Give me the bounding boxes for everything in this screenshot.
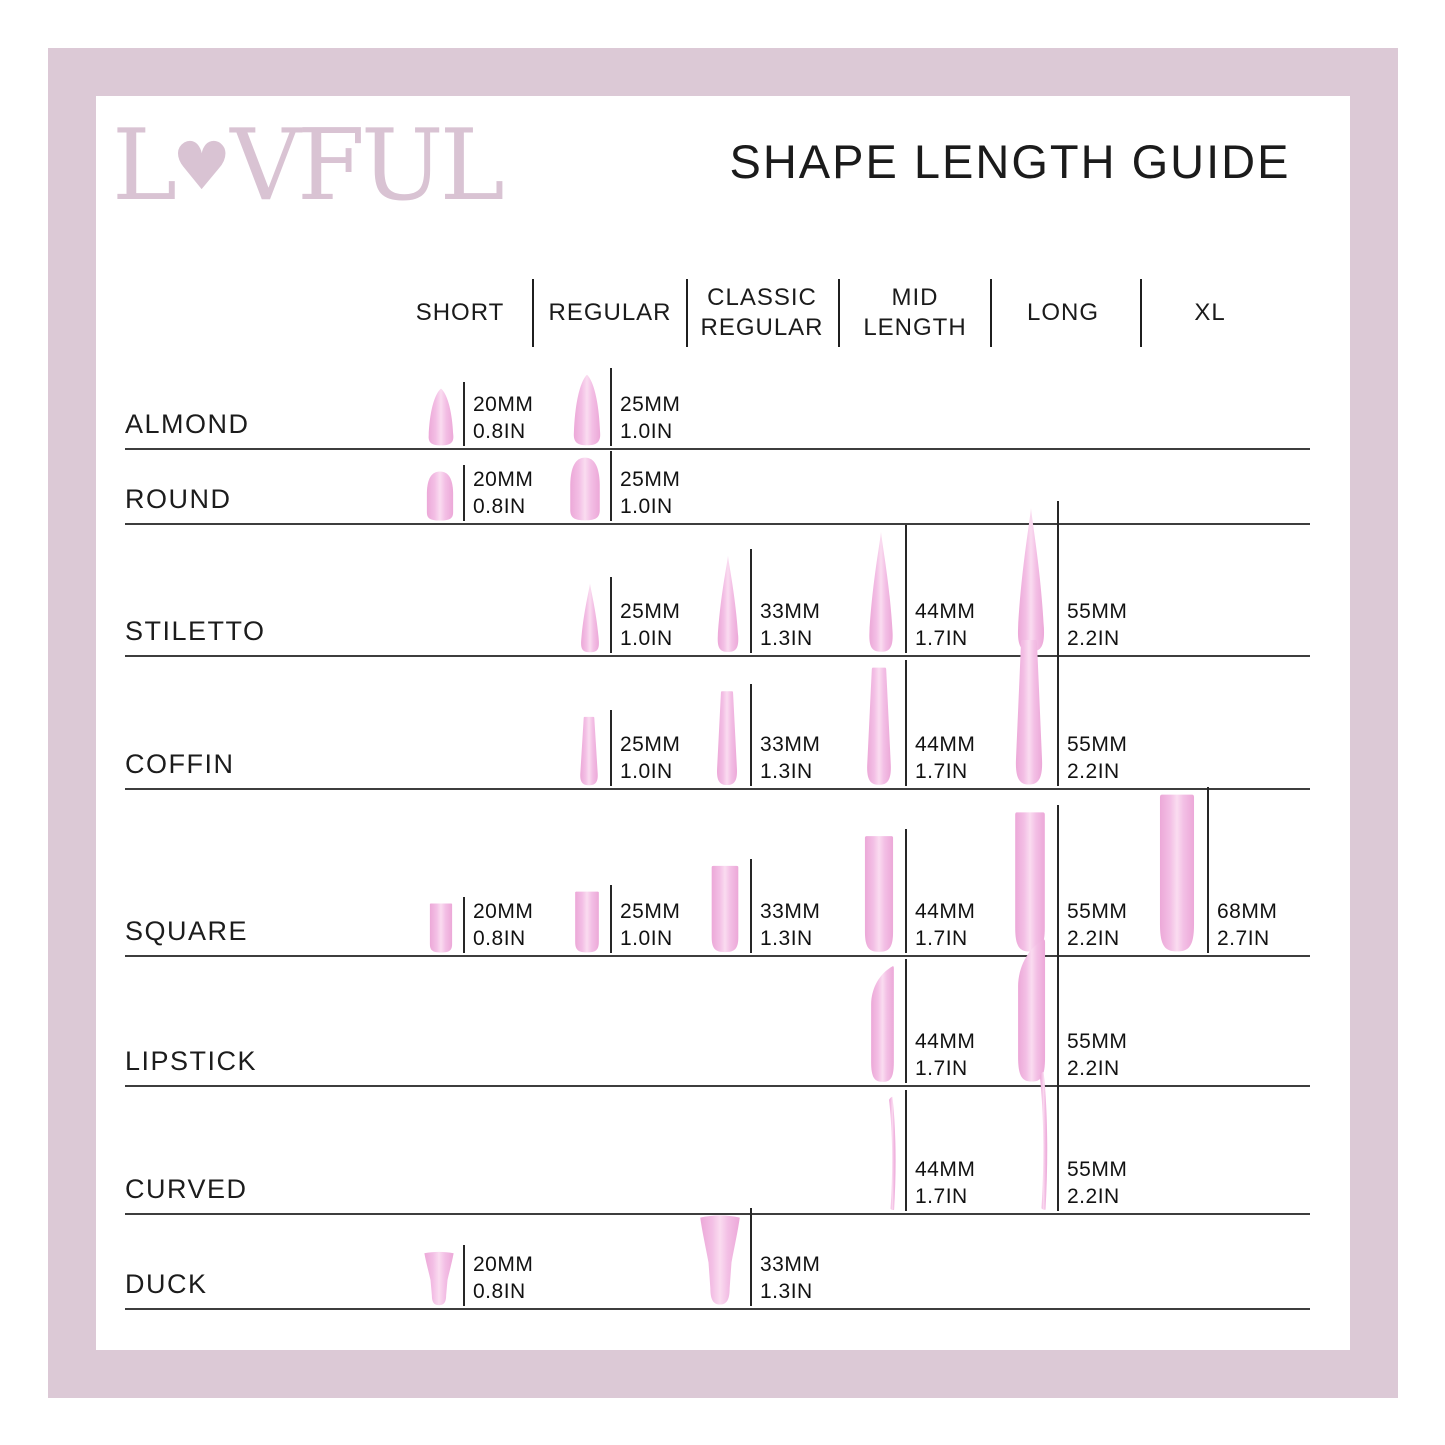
measure-line: [750, 859, 752, 953]
row-line-almond: [125, 448, 1310, 450]
coffin-mid_length-nail-image: [860, 666, 898, 786]
column-header-line: LONG: [1026, 299, 1100, 326]
measurement-inch: 2.2IN: [1067, 927, 1120, 950]
measurement-inch: 1.7IN: [915, 1185, 968, 1208]
measure-line: [610, 577, 612, 653]
lipstick-mid_length-nail-image: [866, 965, 898, 1083]
measure-line: [610, 451, 612, 521]
logo-letters-vful: VFUL: [230, 109, 501, 223]
measure-line: [1057, 501, 1059, 653]
coffin-long-nail-image: [1008, 638, 1050, 786]
square-short-nail-image: [426, 903, 456, 953]
row-label-almond: ALMOND: [125, 409, 250, 439]
row-label-round: ROUND: [125, 484, 232, 514]
measurement-inch: 0.8IN: [473, 927, 526, 950]
measure-line: [750, 549, 752, 653]
measurement: [620, 731, 680, 785]
column-header-xl: [1194, 277, 1225, 349]
measurement: [1217, 898, 1277, 952]
measurement-inch: 1.3IN: [760, 927, 813, 950]
measurement: [915, 1156, 975, 1210]
column-header-line: REGULAR: [700, 314, 824, 341]
measure-line: [463, 465, 465, 521]
heart-icon: ♥: [172, 128, 232, 205]
column-header-mid_length: [863, 277, 966, 349]
measurement-mm: 25MM: [620, 468, 681, 491]
lipstick-long-nail-image: [1012, 938, 1050, 1083]
measure-line: [905, 660, 907, 786]
column-divider-2: [686, 279, 688, 347]
measurement-mm: 33MM: [760, 900, 821, 923]
duck-classic_regular-nail-image: [697, 1214, 743, 1306]
column-header-short: [416, 277, 505, 349]
measurement: [620, 898, 680, 952]
square-xl-nail-image: [1154, 793, 1200, 953]
column-divider-1: [532, 279, 534, 347]
measurement-inch: 2.2IN: [1067, 760, 1120, 783]
measurement: [620, 598, 680, 652]
measurement-mm: 55MM: [1067, 1030, 1128, 1053]
page-title: SHAPE LENGTH GUIDE: [729, 135, 1291, 188]
square-mid_length-nail-image: [860, 835, 898, 953]
measurement-inch: 1.3IN: [760, 627, 813, 650]
row-label-curved: CURVED: [125, 1174, 248, 1204]
measurement-mm: 44MM: [915, 900, 976, 923]
measurement: [760, 1251, 820, 1305]
measurement-inch: 2.2IN: [1067, 1057, 1120, 1080]
measure-line: [905, 829, 907, 953]
almond-short-nail-image: [426, 388, 456, 446]
measurement: [760, 898, 820, 952]
measure-line: [1057, 805, 1059, 953]
measure-line: [905, 959, 907, 1083]
measurement-mm: 33MM: [760, 1253, 821, 1276]
row-label-coffin: COFFIN: [125, 749, 235, 779]
measurement-mm: 68MM: [1217, 900, 1278, 923]
row-label-square: SQUARE: [125, 916, 249, 946]
measure-line: [750, 1208, 752, 1306]
measurement-inch: 2.7IN: [1217, 927, 1270, 950]
measurement: [760, 731, 820, 785]
square-long-nail-image: [1010, 811, 1050, 953]
measurement-mm: 33MM: [760, 733, 821, 756]
measurement: [620, 391, 680, 445]
measurement-mm: 20MM: [473, 468, 534, 491]
measurement: [1067, 731, 1127, 785]
measurement-inch: 1.0IN: [620, 927, 673, 950]
stiletto-mid_length-nail-image: [864, 531, 898, 653]
column-header-line: REGULAR: [548, 299, 672, 326]
measurement: [473, 466, 533, 520]
measurement: [473, 898, 533, 952]
measurement-inch: 2.2IN: [1067, 627, 1120, 650]
measure-line: [1057, 932, 1059, 1083]
coffin-classic_regular-nail-image: [711, 690, 743, 786]
measurement: [473, 391, 533, 445]
row-line-lipstick: [125, 1085, 1310, 1087]
round-regular-nail-image: [567, 457, 603, 521]
coffin-regular-nail-image: [575, 716, 603, 786]
row-line-square: [125, 955, 1310, 957]
measurement: [915, 731, 975, 785]
measurement: [915, 598, 975, 652]
measurement-inch: 1.3IN: [760, 760, 813, 783]
measure-line: [1057, 1065, 1059, 1211]
measurement-mm: 25MM: [620, 900, 681, 923]
measurement-mm: 25MM: [620, 733, 681, 756]
column-divider-3: [838, 279, 840, 347]
measurement-mm: 20MM: [473, 393, 534, 416]
measurement-inch: 1.7IN: [915, 1057, 968, 1080]
measurement-inch: 2.2IN: [1067, 1185, 1120, 1208]
measurement: [1067, 1156, 1127, 1210]
measurement-inch: 1.0IN: [620, 627, 673, 650]
measure-line: [610, 368, 612, 446]
column-header-long: [1027, 277, 1099, 349]
measurement-mm: 55MM: [1067, 600, 1128, 623]
measurement-inch: 1.0IN: [620, 495, 673, 518]
square-classic_regular-nail-image: [707, 865, 743, 953]
brand-logo: [112, 96, 501, 236]
measure-line: [1057, 632, 1059, 786]
measurement-inch: 1.0IN: [620, 760, 673, 783]
row-label-lipstick: LIPSTICK: [125, 1046, 258, 1076]
curved-long-nail-image: [1034, 1071, 1050, 1211]
measurement: [620, 466, 680, 520]
column-divider-4: [990, 279, 992, 347]
stiletto-long-nail-image: [1012, 507, 1050, 653]
measurement-mm: 20MM: [473, 900, 534, 923]
measurement-mm: 44MM: [915, 733, 976, 756]
measurement: [1067, 1028, 1127, 1082]
square-regular-nail-image: [571, 891, 603, 953]
measurement-mm: 55MM: [1067, 1158, 1128, 1181]
column-header-line: LENGTH: [863, 314, 967, 341]
measurement: [915, 1028, 975, 1082]
stiletto-classic_regular-nail-image: [713, 555, 743, 653]
measure-line: [463, 897, 465, 953]
measurement: [760, 598, 820, 652]
measurement-mm: 44MM: [915, 600, 976, 623]
measurement-inch: 1.7IN: [915, 927, 968, 950]
measurement: [473, 1251, 533, 1305]
row-line-coffin: [125, 788, 1310, 790]
curved-mid_length-nail-image: [884, 1096, 898, 1211]
measurement-inch: 1.0IN: [620, 420, 673, 443]
row-label-stiletto: STILETTO: [125, 616, 266, 646]
row-line-duck: [125, 1308, 1310, 1310]
measurement: [1067, 898, 1127, 952]
duck-short-nail-image: [422, 1251, 456, 1306]
measure-line: [1207, 787, 1209, 953]
row-line-stiletto: [125, 655, 1310, 657]
almond-regular-nail-image: [571, 374, 603, 446]
measurement-inch: 1.7IN: [915, 760, 968, 783]
column-header-line: MID: [891, 284, 939, 311]
measurement-mm: 44MM: [915, 1158, 976, 1181]
stiletto-regular-nail-image: [577, 583, 603, 653]
logo-letter-l: L: [112, 109, 174, 223]
row-label-duck: DUCK: [125, 1269, 208, 1299]
measure-line: [463, 1245, 465, 1306]
measurement-mm: 25MM: [620, 600, 681, 623]
measurement-mm: 44MM: [915, 1030, 976, 1053]
column-header-line: SHORT: [415, 299, 505, 326]
measure-line: [610, 710, 612, 786]
column-header-line: XL: [1194, 299, 1226, 326]
measurement: [1067, 598, 1127, 652]
row-line-round: [125, 523, 1310, 525]
measure-line: [750, 684, 752, 786]
measurement-mm: 55MM: [1067, 733, 1128, 756]
measurement: [915, 898, 975, 952]
measurement-mm: 20MM: [473, 1253, 534, 1276]
measurement-inch: 0.8IN: [473, 1280, 526, 1303]
measure-line: [905, 1090, 907, 1211]
column-header-regular: [548, 277, 671, 349]
round-short-nail-image: [424, 471, 456, 521]
measurement-inch: 0.8IN: [473, 495, 526, 518]
measurement-inch: 0.8IN: [473, 420, 526, 443]
column-header-classic_regular: [700, 277, 823, 349]
measure-line: [610, 885, 612, 953]
measure-line: [905, 525, 907, 653]
measurement-inch: 1.7IN: [915, 627, 968, 650]
measure-line: [463, 382, 465, 446]
measurement-mm: 55MM: [1067, 900, 1128, 923]
column-divider-5: [1140, 279, 1142, 347]
measurement-mm: 33MM: [760, 600, 821, 623]
measurement-mm: 25MM: [620, 393, 681, 416]
measurement-inch: 1.3IN: [760, 1280, 813, 1303]
column-header-line: CLASSIC: [707, 284, 817, 311]
